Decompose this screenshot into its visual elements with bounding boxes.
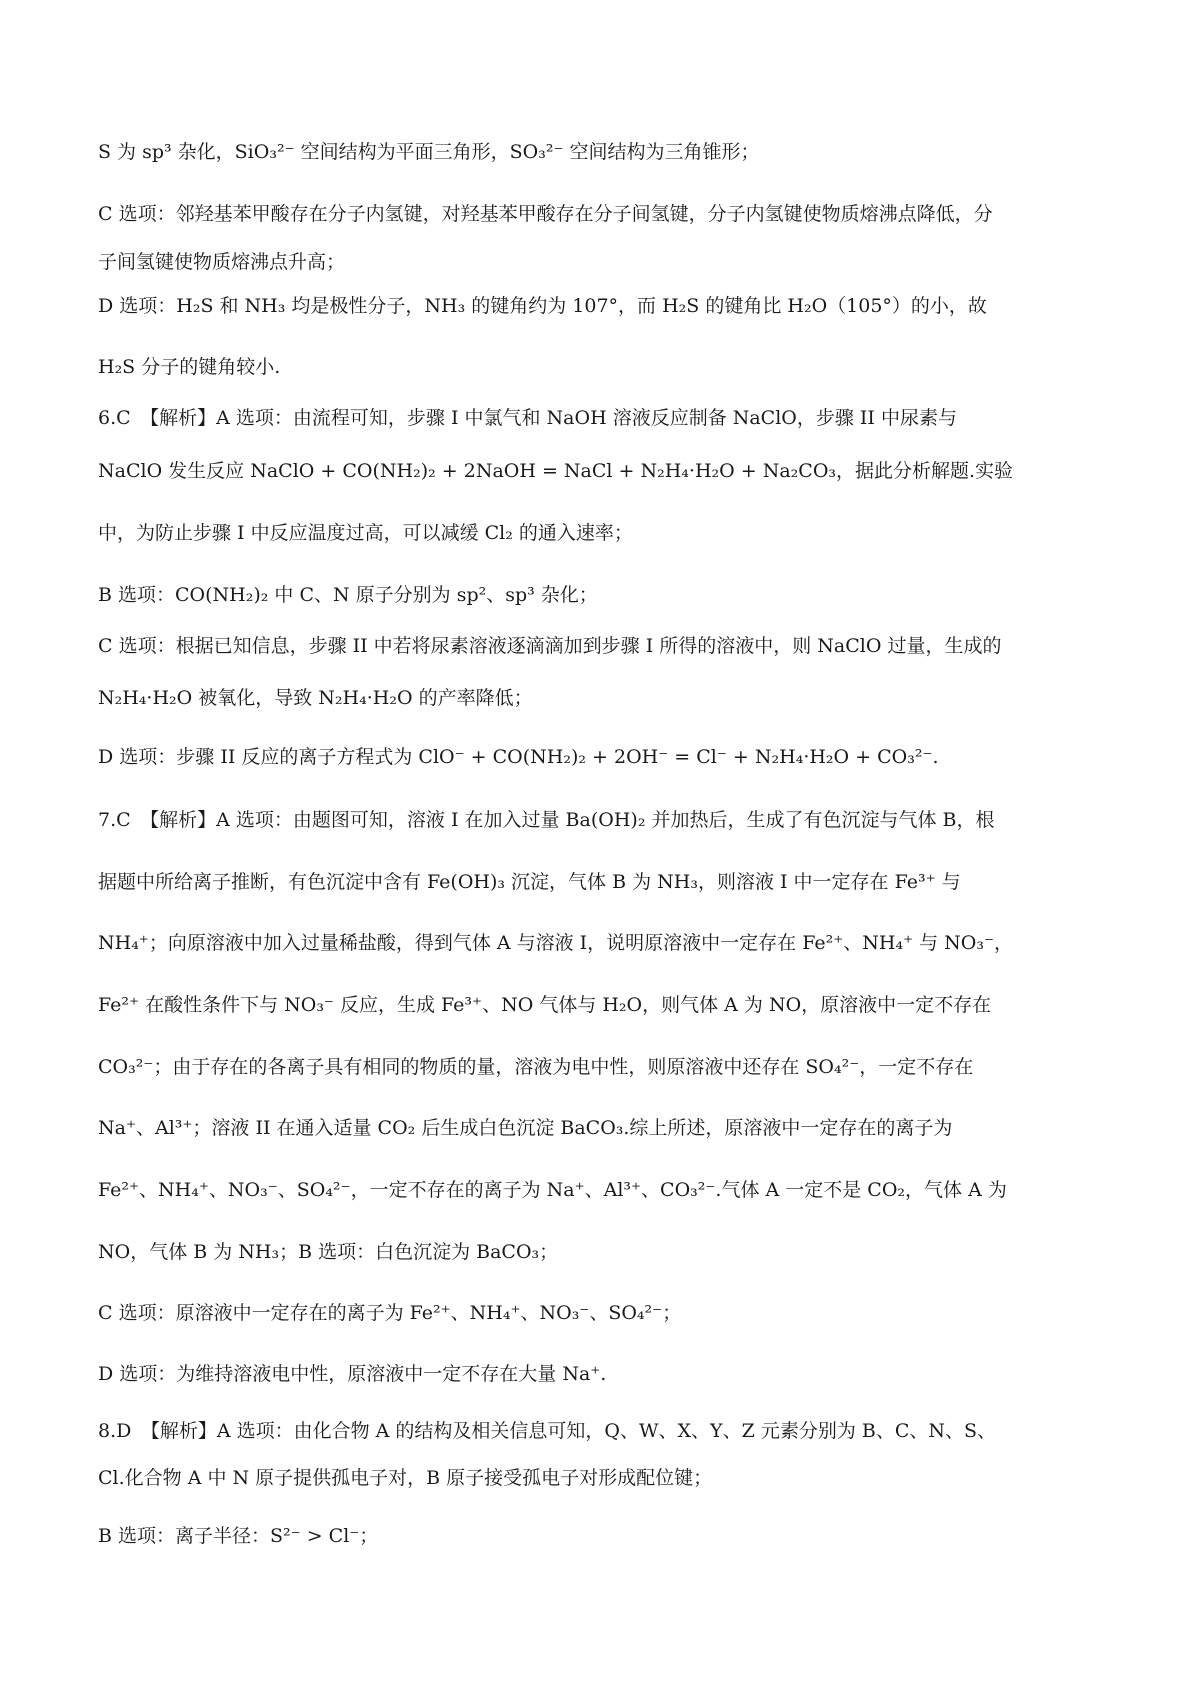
line-text: 6.C 【解析】A 选项：由流程可知，步骤 I 中氯气和 NaOH 溶液反应制备 NaClO，步骤 II 中尿素与 xyxy=(98,407,957,429)
text-line xyxy=(98,291,1108,321)
text-line xyxy=(98,1052,1108,1082)
text-line xyxy=(98,1298,1108,1328)
text-line xyxy=(98,1113,1108,1143)
line-text: 8.D 【解析】A 选项：由化合物 A 的结构及相关信息可知，Q、W、X、Y、Z 元素分别为 B、C、N、S、 xyxy=(98,1420,997,1442)
line-text: D 选项：为维持溶液电中性，原溶液中一定不存在大量 Na⁺. xyxy=(98,1363,607,1385)
line-text: Cl.化合物 A 中 N 原子提供孤电子对，B 原子接受孤电子对形成配位键； xyxy=(98,1467,713,1489)
line-text: NO，气体 B 为 NH₃；B 选项：白色沉淀为 BaCO₃； xyxy=(98,1241,559,1263)
line-text: D 选项：步骤 II 反应的离子方程式为 ClO⁻ + CO(NH₂)₂ + 2OH⁻ = Cl⁻ + N₂H₄·H₂O + CO₃²⁻. xyxy=(98,746,939,768)
line-text: 7.C 【解析】A 选项：由题图可知，溶液 I 在加入过量 Ba(OH)₂ 并加热后，生成了有色沉淀与气体 B，根 xyxy=(98,809,995,831)
text-line xyxy=(98,742,1108,772)
text-line xyxy=(98,352,1108,382)
text-line xyxy=(98,137,1108,167)
line-text: C 选项：邻羟基苯甲酸存在分子内氢键，对羟基苯甲酸存在分子间氢键，分子内氢键使物质熔沸点降低，分 xyxy=(98,203,993,225)
line-text: 据题中所给离子推断，有色沉淀中含有 Fe(OH)₃ 沉淀，气体 B 为 NH₃，则溶液 I 中一定存在 Fe³⁺ 与 xyxy=(98,871,961,893)
text-line xyxy=(98,805,1108,835)
line-text: Fe²⁺、NH₄⁺、NO₃⁻、SO₄²⁻，一定不存在的离子为 Na⁺、Al³⁺、CO₃²⁻.气体 A 一定不是 CO₂，气体 A 为 xyxy=(98,1179,1007,1201)
text-line xyxy=(98,867,1108,897)
text-line xyxy=(98,456,1108,486)
line-text: 子间氢键使物质熔沸点升高； xyxy=(98,251,346,273)
line-text: H₂S 分子的键角较小. xyxy=(98,356,281,378)
text-line xyxy=(98,1237,1108,1267)
line-text: Na⁺、Al³⁺；溶液 II 在通入适量 CO₂ 后生成白色沉淀 BaCO₃.综上所述，原溶液中一定存在的离子为 xyxy=(98,1117,953,1139)
text-line xyxy=(98,1416,1108,1446)
line-text: C 选项：原溶液中一定存在的离子为 Fe²⁺、NH₄⁺、NO₃⁻、SO₄²⁻； xyxy=(98,1302,682,1324)
text-line xyxy=(98,247,1108,277)
text-line xyxy=(98,403,1108,433)
text-line xyxy=(98,1359,1108,1389)
line-text: NaClO 发生反应 NaClO + CO(NH₂)₂ + 2NaOH = NaCl + N₂H₄·H₂O + Na₂CO₃，据此分析解题.实验 xyxy=(98,460,1014,482)
text-line xyxy=(98,928,1108,958)
text-line xyxy=(98,631,1108,661)
line-text: S 为 sp³ 杂化，SiO₃²⁻ 空间结构为平面三角形，SO₃²⁻ 空间结构为三角锥形； xyxy=(98,141,760,163)
text-line xyxy=(98,580,1108,610)
line-text: C 选项：根据已知信息，步骤 II 中若将尿素溶液逐滴滴加到步骤 I 所得的溶液中，则 NaClO 过量，生成的 xyxy=(98,635,1002,657)
text-line xyxy=(98,1521,1108,1551)
text-line xyxy=(98,1463,1108,1493)
text-line xyxy=(98,199,1108,229)
line-text: 中，为防止步骤 I 中反应温度过高，可以减缓 Cl₂ 的通入速率； xyxy=(98,522,633,544)
text-line xyxy=(98,990,1108,1020)
text-line xyxy=(98,518,1108,548)
line-text: B 选项：离子半径：S²⁻ > Cl⁻； xyxy=(98,1525,379,1547)
line-text: D 选项：H₂S 和 NH₃ 均是极性分子，NH₃ 的键角约为 107°，而 H₂S 的键角比 H₂O（105°）的小，故 xyxy=(98,295,987,317)
line-text: CO₃²⁻；由于存在的各离子具有相同的物质的量，溶液为电中性，则原溶液中还存在 SO₄²⁻，一定不存在 xyxy=(98,1056,974,1078)
line-text: B 选项：CO(NH₂)₂ 中 C、N 原子分别为 sp²、sp³ 杂化； xyxy=(98,584,598,606)
line-text: NH₄⁺；向原溶液中加入过量稀盐酸，得到气体 A 与溶液 I，说明原溶液中一定存在 Fe²⁺、NH₄⁺ 与 NO₃⁻， xyxy=(98,932,1014,954)
line-text: N₂H₄·H₂O 被氧化，导致 N₂H₄·H₂O 的产率降低； xyxy=(98,687,533,709)
text-line xyxy=(98,1175,1108,1205)
text-line xyxy=(98,683,1108,713)
line-text: Fe²⁺ 在酸性条件下与 NO₃⁻ 反应，生成 Fe³⁺、NO 气体与 H₂O，则气体 A 为 NO，原溶液中一定不存在 xyxy=(98,994,992,1016)
